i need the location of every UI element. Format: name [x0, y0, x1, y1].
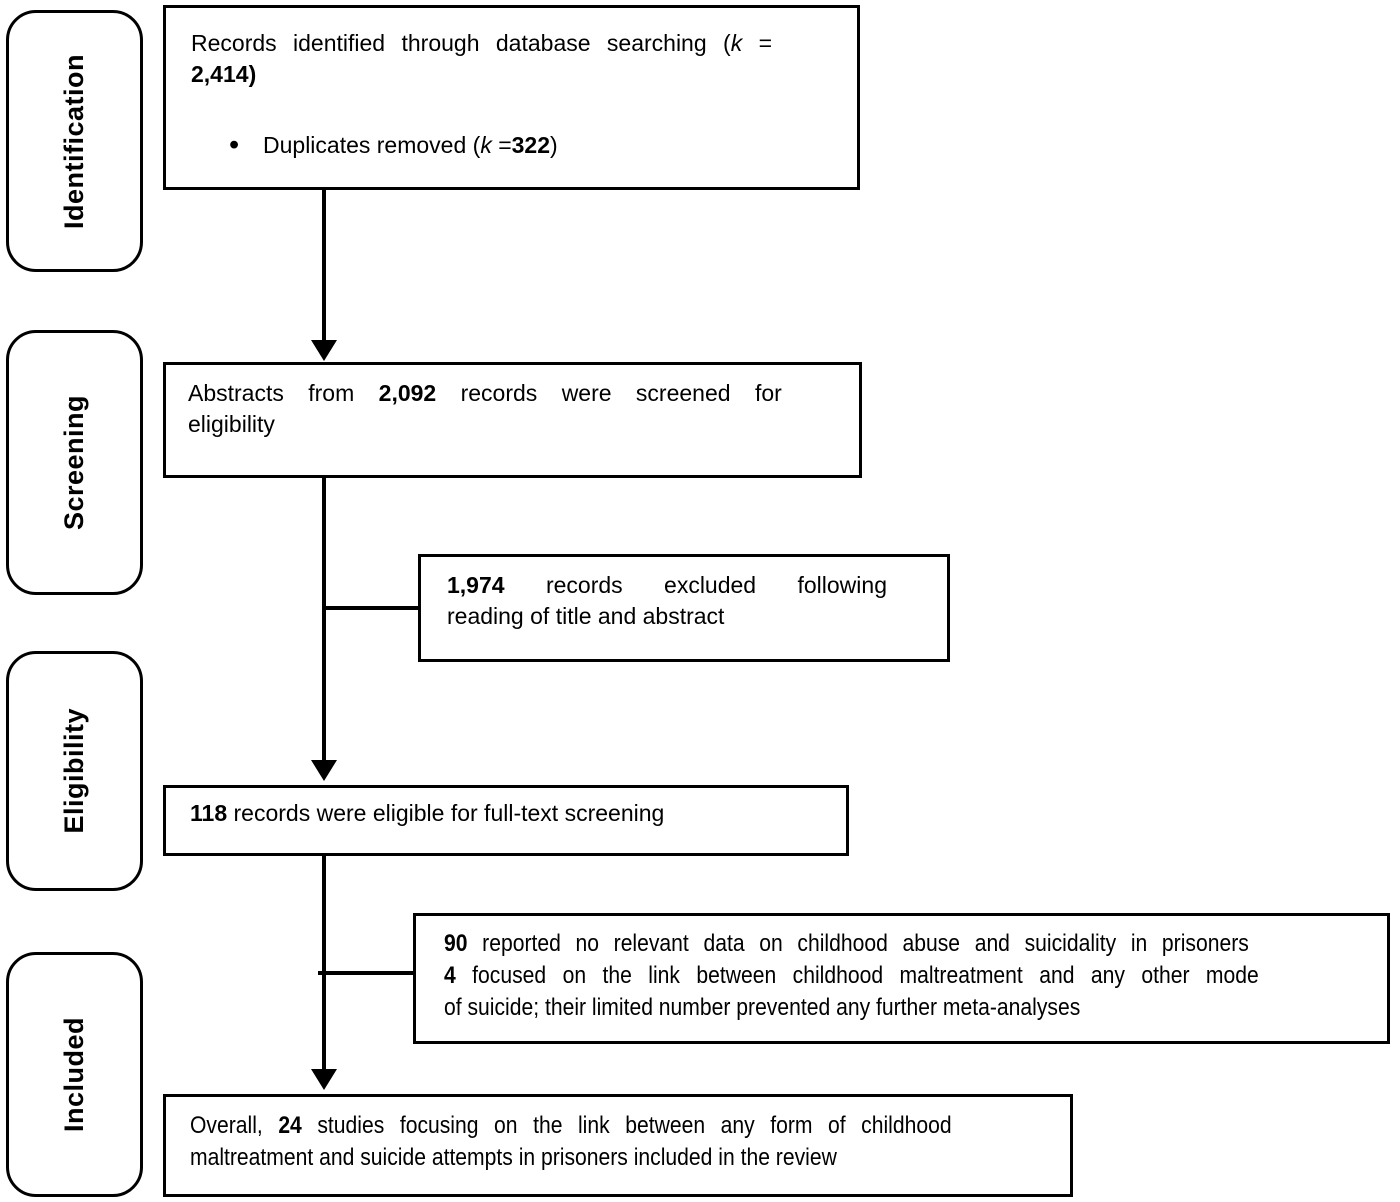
- box-records-excluded: [418, 554, 950, 662]
- text-line: of suicide; their limited number prevented any further meta-analyses: [444, 994, 1081, 1021]
- stage-label-included: Included: [59, 1016, 89, 1132]
- bullet-item: [191, 130, 832, 161]
- text-line: 4 focused on the link between childhood maltreatment and any other mode: [444, 962, 1259, 989]
- stage-box-screening: [6, 330, 143, 595]
- arrow-identification-to-screening-head: [311, 340, 337, 361]
- text-line: 90 reported no relevant data on childhood abuse and suicidality in prisoners: [444, 930, 1249, 957]
- text-line: Overall, 24 studies focusing on the link between any form of childhood: [190, 1112, 952, 1139]
- text-line: Abstracts from 2,092 records were screened for: [188, 380, 782, 406]
- text-line: 118 records were eligible for full-text screening: [190, 800, 665, 826]
- bullet-icon: •: [229, 129, 240, 161]
- text-line: 1,974 records excluded following: [447, 572, 887, 598]
- stage-box-eligibility: [6, 651, 143, 891]
- stage-box-included: [6, 952, 143, 1197]
- box-fulltext-eligible: [163, 785, 849, 856]
- text-line: Records identified through database searching (k =: [191, 30, 773, 56]
- stage-box-identification: [6, 10, 143, 272]
- text-line: reading of title and abstract: [447, 603, 725, 629]
- text-block: [444, 928, 1359, 1024]
- text-line: 2,414): [191, 61, 257, 87]
- text-line: maltreatment and suicide attempts in prisoners included in the review: [190, 1144, 837, 1171]
- text-block: [190, 1110, 1046, 1174]
- arrow-eligibility-to-included-head: [311, 1069, 337, 1090]
- box-fulltext-excluded: [413, 913, 1390, 1044]
- box-records-identified: [163, 5, 860, 190]
- text-line: eligibility: [188, 411, 275, 437]
- bullet-text: Duplicates removed (k =322): [263, 132, 558, 158]
- arrow-screening-to-eligibility-head: [311, 760, 337, 781]
- stage-label-identification: Identification: [59, 53, 89, 229]
- stage-label-screening: Screening: [59, 394, 89, 531]
- box-included-studies: [163, 1094, 1073, 1197]
- stage-label-eligibility: Eligibility: [59, 708, 89, 834]
- box-abstracts-screened: [163, 362, 862, 478]
